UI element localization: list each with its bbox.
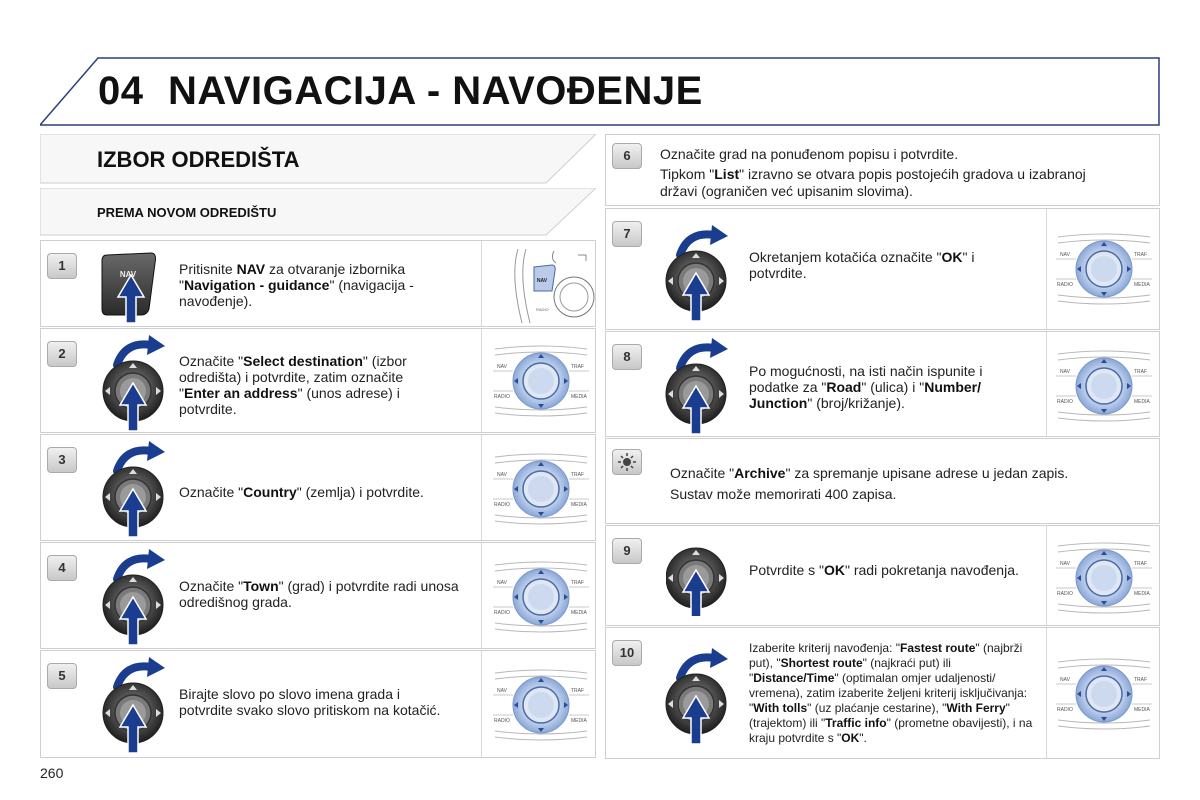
bold-term: Archive [734, 465, 786, 481]
step-2 [40, 328, 596, 433]
text-run: " (optimalan omjer udaljenosti/ vremena), zatim izaberite željeni kriterij isključivanja: " [749, 671, 1028, 715]
svg-text:NAV: NAV [1060, 252, 1070, 258]
svg-text:RADIO: RADIO [1057, 591, 1073, 597]
text-run: " (uz plaćanje cestarine), " [807, 701, 947, 715]
step-6 [605, 134, 1160, 206]
text-run: Po mogućnosti, na isti način ispunite i podatke za " [749, 363, 983, 395]
step-3 [40, 434, 596, 541]
step-text [179, 578, 469, 610]
bold-term: NAV [236, 261, 266, 277]
step-number: 1 [47, 253, 77, 279]
control-panel-illustration [1054, 229, 1154, 309]
step-text [179, 261, 419, 309]
text-run: " (trajektom) ili " [749, 701, 1010, 730]
step-7 [605, 208, 1160, 330]
svg-text:NAV: NAV [536, 278, 548, 284]
divider [1046, 209, 1047, 329]
text-run: Birajte slovo po slovo imena grada i potvrdite svako slovo pritiskom na kotačić. [179, 686, 441, 718]
text-run: " (izbor odredišta) i potvrdite, zatim označite " [179, 353, 407, 401]
divider [481, 543, 482, 648]
text-run: Izaberite kriterij navođenja: " [749, 641, 901, 655]
bold-term: Navigation - guidance [183, 277, 330, 293]
bold-term: OK [941, 249, 963, 265]
control-panel-illustration [491, 557, 591, 637]
tip-text-line2: Sustav može memorirati 400 zapisa. [670, 486, 897, 502]
step-4 [40, 542, 596, 649]
text-run: Označite " [670, 465, 735, 481]
tip-box [605, 438, 1160, 524]
step-text [660, 166, 1110, 200]
text-run: Označite " [179, 578, 244, 594]
bold-term: Country [243, 484, 297, 500]
svg-text:NAV: NAV [1060, 561, 1070, 567]
svg-text:TRAF: TRAF [571, 580, 585, 586]
control-panel-illustration [1054, 538, 1154, 618]
text-run: Označite " [179, 353, 244, 369]
step-text [749, 562, 1034, 578]
bold-term: Fastest route [900, 641, 976, 655]
divider [1046, 526, 1047, 625]
chapter-header [40, 57, 1160, 127]
text-run: Označite " [179, 484, 244, 500]
step-number: 8 [612, 344, 642, 370]
step-number: 9 [612, 538, 642, 564]
svg-text:MEDIA: MEDIA [571, 502, 587, 508]
step-text-line1: Označite grad na ponuđenom popisu i potvrdite. [660, 146, 959, 162]
bold-term: Shortest route [780, 656, 863, 670]
svg-text:NAV: NAV [497, 580, 507, 586]
text-run: " (najkraći put) ili " [749, 656, 951, 685]
step-text [179, 484, 479, 500]
text-run: " (broj/križanje). [807, 395, 905, 411]
divider [481, 435, 482, 540]
tip-text [670, 465, 1150, 482]
svg-text:RADIO: RADIO [494, 718, 510, 724]
text-run: " (grad) i potvrdite radi unosa odredišnog grada. [179, 578, 459, 610]
tip-icon-box [612, 449, 642, 475]
rotate-knob-icon [101, 545, 171, 655]
rotate-knob-icon [664, 644, 734, 754]
bold-term: Distance/Time [753, 671, 835, 685]
bold-term: Road [826, 379, 862, 395]
control-panel-illustration [1054, 654, 1154, 734]
section-subtitle: PREMA NOVOM ODREDIŠTU [97, 205, 277, 220]
text-run: Okretanjem kotačića označite " [749, 249, 942, 265]
svg-text:MEDIA: MEDIA [571, 394, 587, 400]
subsection-banner [40, 188, 596, 236]
step-number: 4 [47, 555, 77, 581]
step-number: 5 [47, 663, 77, 689]
step-text [179, 686, 444, 718]
svg-text:RADIO: RADIO [494, 502, 510, 508]
knob-icon [666, 546, 730, 616]
bold-term: Enter an address [183, 385, 298, 401]
rotate-knob-icon [101, 437, 171, 547]
text-run: Potvrdite s " [749, 562, 824, 578]
page-number: 260 [40, 765, 64, 781]
svg-text:TRAF: TRAF [571, 364, 585, 370]
text-run: za otvaranje izbornika " [179, 261, 406, 293]
text-run: Pritisnite [179, 261, 237, 277]
step-text [749, 249, 1034, 281]
text-run: " (unos adrese) i potvrdite. [179, 385, 400, 417]
step-number: 3 [47, 447, 77, 473]
step-number: 6 [612, 143, 642, 169]
text-run: ". [859, 731, 867, 745]
step-8 [605, 331, 1160, 437]
svg-text:NAV: NAV [1060, 369, 1070, 375]
svg-text:MEDIA: MEDIA [1134, 591, 1150, 597]
svg-text:NAV: NAV [497, 472, 507, 478]
text-run: " radi pokretanja navođenja. [845, 562, 1019, 578]
chapter-title: NAVIGACIJA - NAVOĐENJE [168, 69, 703, 113]
bold-term: With tolls [753, 701, 808, 715]
text-run: " (zemlja) i potvrdite. [296, 484, 424, 500]
step-1 [40, 240, 596, 327]
svg-text:RADIO: RADIO [536, 307, 549, 312]
divider [481, 329, 482, 432]
svg-text:RADIO: RADIO [494, 394, 510, 400]
text-run: " i potvrdite. [749, 249, 975, 281]
text-run: " (ulica) i " [861, 379, 925, 395]
chapter-number: 04 [98, 69, 144, 113]
step-number: 10 [612, 640, 642, 666]
rotate-knob-icon [101, 653, 171, 763]
svg-text:MEDIA: MEDIA [1134, 399, 1150, 405]
divider [1046, 628, 1047, 758]
text-run: " (prometne obavijesti), i na kraju potvrdite s " [749, 716, 1033, 745]
step-5 [40, 650, 596, 758]
bold-term: List [714, 166, 740, 182]
bold-term: OK [841, 731, 860, 745]
text-run: Tipkom " [660, 166, 715, 182]
svg-text:TRAF: TRAF [571, 688, 585, 694]
svg-text:RADIO: RADIO [1057, 282, 1073, 288]
control-panel-illustration [491, 449, 591, 529]
nav-button-icon [99, 249, 165, 325]
svg-text:MEDIA: MEDIA [1134, 282, 1150, 288]
bold-term: Traffic info [825, 716, 887, 730]
text-run: " (najbrži put), " [749, 641, 1023, 670]
step-10 [605, 627, 1160, 759]
step-9 [605, 525, 1160, 626]
control-panel-illustration [1054, 346, 1154, 426]
svg-text:NAV: NAV [497, 688, 507, 694]
svg-text:TRAF: TRAF [571, 472, 585, 478]
rotate-knob-icon [664, 334, 734, 444]
step-number: 2 [47, 341, 77, 367]
nav-button-label: NAV [119, 270, 137, 279]
svg-text:MEDIA: MEDIA [571, 610, 587, 616]
section-title: IZBOR ODREDIŠTA [97, 147, 300, 172]
svg-text:MEDIA: MEDIA [1134, 707, 1150, 713]
svg-text:MEDIA: MEDIA [571, 718, 587, 724]
svg-text:NAV: NAV [1060, 677, 1070, 683]
svg-text:RADIO: RADIO [1057, 707, 1073, 713]
lightbulb-icon [613, 450, 641, 474]
bold-term: Town [243, 578, 279, 594]
rotate-knob-icon [664, 221, 734, 331]
svg-text:TRAF: TRAF [1134, 561, 1148, 567]
svg-text:RADIO: RADIO [1057, 399, 1073, 405]
svg-text:TRAF: TRAF [1134, 677, 1148, 683]
step-text [749, 641, 1041, 746]
svg-text:TRAF: TRAF [1134, 252, 1148, 258]
bold-term: With Ferry [946, 701, 1006, 715]
step-number: 7 [612, 221, 642, 247]
step-text [179, 353, 429, 417]
control-panel-illustration [491, 341, 591, 421]
svg-text:RADIO: RADIO [494, 610, 510, 616]
bold-term: Number/ Junction [749, 379, 981, 411]
control-panel-illustration [491, 665, 591, 745]
bold-term: Select destination [243, 353, 363, 369]
divider [1046, 332, 1047, 436]
text-run: " (navigacija - navođenje). [179, 277, 414, 309]
svg-text:NAV: NAV [497, 364, 507, 370]
text-run: " za spremanje upisane adrese u jedan zapis. [785, 465, 1069, 481]
divider [481, 651, 482, 757]
divider [481, 241, 482, 326]
bold-term: OK [824, 562, 845, 578]
text-run: " izravno se otvara popis postojećih gradova u izabranoj državi (ograničen već upisanim slovima). [660, 166, 1086, 199]
rotate-knob-icon [101, 331, 171, 441]
step-text [749, 363, 1034, 411]
nav-button-location-illustration [506, 245, 596, 325]
section-banner [40, 134, 596, 184]
svg-text:TRAF: TRAF [1134, 369, 1148, 375]
